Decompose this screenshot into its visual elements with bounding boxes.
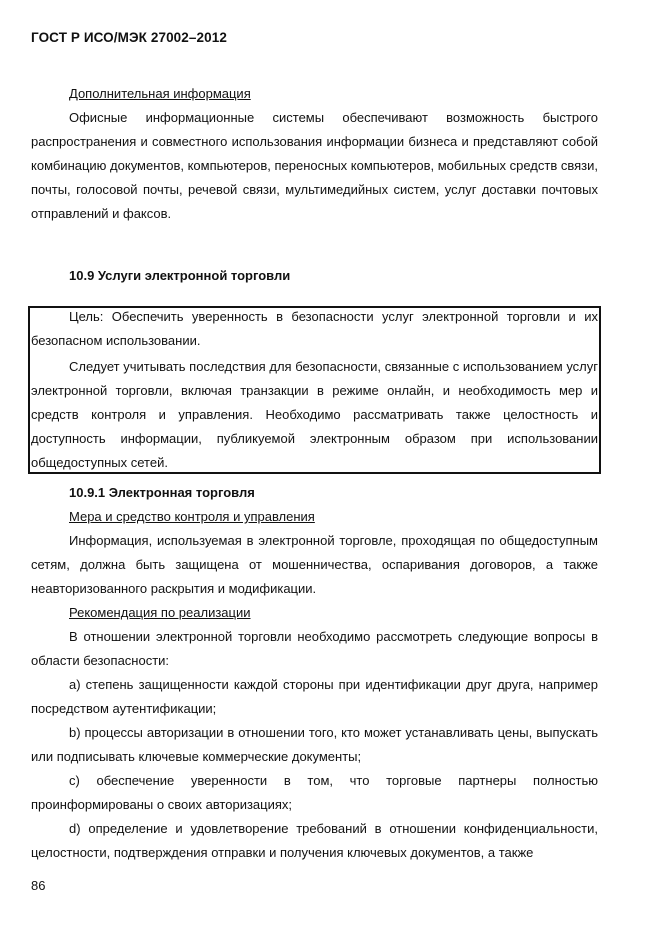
goal-text: Цель: Обеспечить уверенность в безопасности услуг электронной торговли и их безопасном использовании. [31, 309, 598, 348]
document-header: ГОСТ Р ИСО/МЭК 27002–2012 [31, 30, 227, 45]
subsection-block [31, 481, 598, 865]
list-item-c: c) обеспечение уверенности в том, что торговые партнеры полностью проинформированы о своих авторизациях; [31, 773, 598, 812]
goal-detail-text: Следует учитывать последствия для безопасности, связанные с использованием услуг электронной торговли, включая транзакции в режиме онлайн, и необходимость мер и средств контроля и управления. Необходимо рассматривать также целостность и доступность информации, публикуемой электронным образом при использовании общедоступных сетей. [31, 359, 598, 470]
list-item-b: b) процессы авторизации в отношении того, кто может устанавливать цены, выпускать или подписывать ключевые коммерческие документы; [31, 725, 598, 764]
list-item-a: а) степень защищенности каждой стороны при идентификации друг друга, например посредством аутентификации; [31, 677, 598, 716]
page-number: 86 [31, 878, 46, 893]
implementation-intro: В отношении электронной торговли необходимо рассмотреть следующие вопросы в области безопасности: [31, 629, 598, 668]
section-heading: 10.9 Услуги электронной торговли [69, 268, 291, 283]
goal-block [31, 305, 598, 475]
subsection-heading: 10.9.1 Электронная торговля [69, 485, 255, 500]
control-text: Информация, используемая в электронной торговле, проходящая по общедоступным сетям, должна быть защищена от мошенничества, оспаривания договоров, а также неавторизованного раскрытия и модификации. [31, 533, 598, 596]
additional-info-title: Дополнительная информация [69, 86, 251, 101]
control-title: Мера и средство контроля и управления [69, 509, 315, 524]
list-item-d: d) определение и удовлетворение требований в отношении конфиденциальности, целостности, подтверждения отправки и получения ключевых документов, а также [31, 821, 598, 860]
implementation-title: Рекомендация по реализации [69, 605, 251, 620]
section-heading-block [31, 264, 598, 288]
additional-info-text: Офисные информационные системы обеспечивают возможность быстрого распространения и совместного использования информации бизнеса и представляют собой комбинацию документов, компьютеров, переносных компьютеров, мобильных средств связи, почты, голосовой почты, речевой связи, мультимедийных систем, услуг доставки почтовых отправлений и факсов. [31, 110, 598, 221]
additional-info-block [31, 82, 598, 226]
